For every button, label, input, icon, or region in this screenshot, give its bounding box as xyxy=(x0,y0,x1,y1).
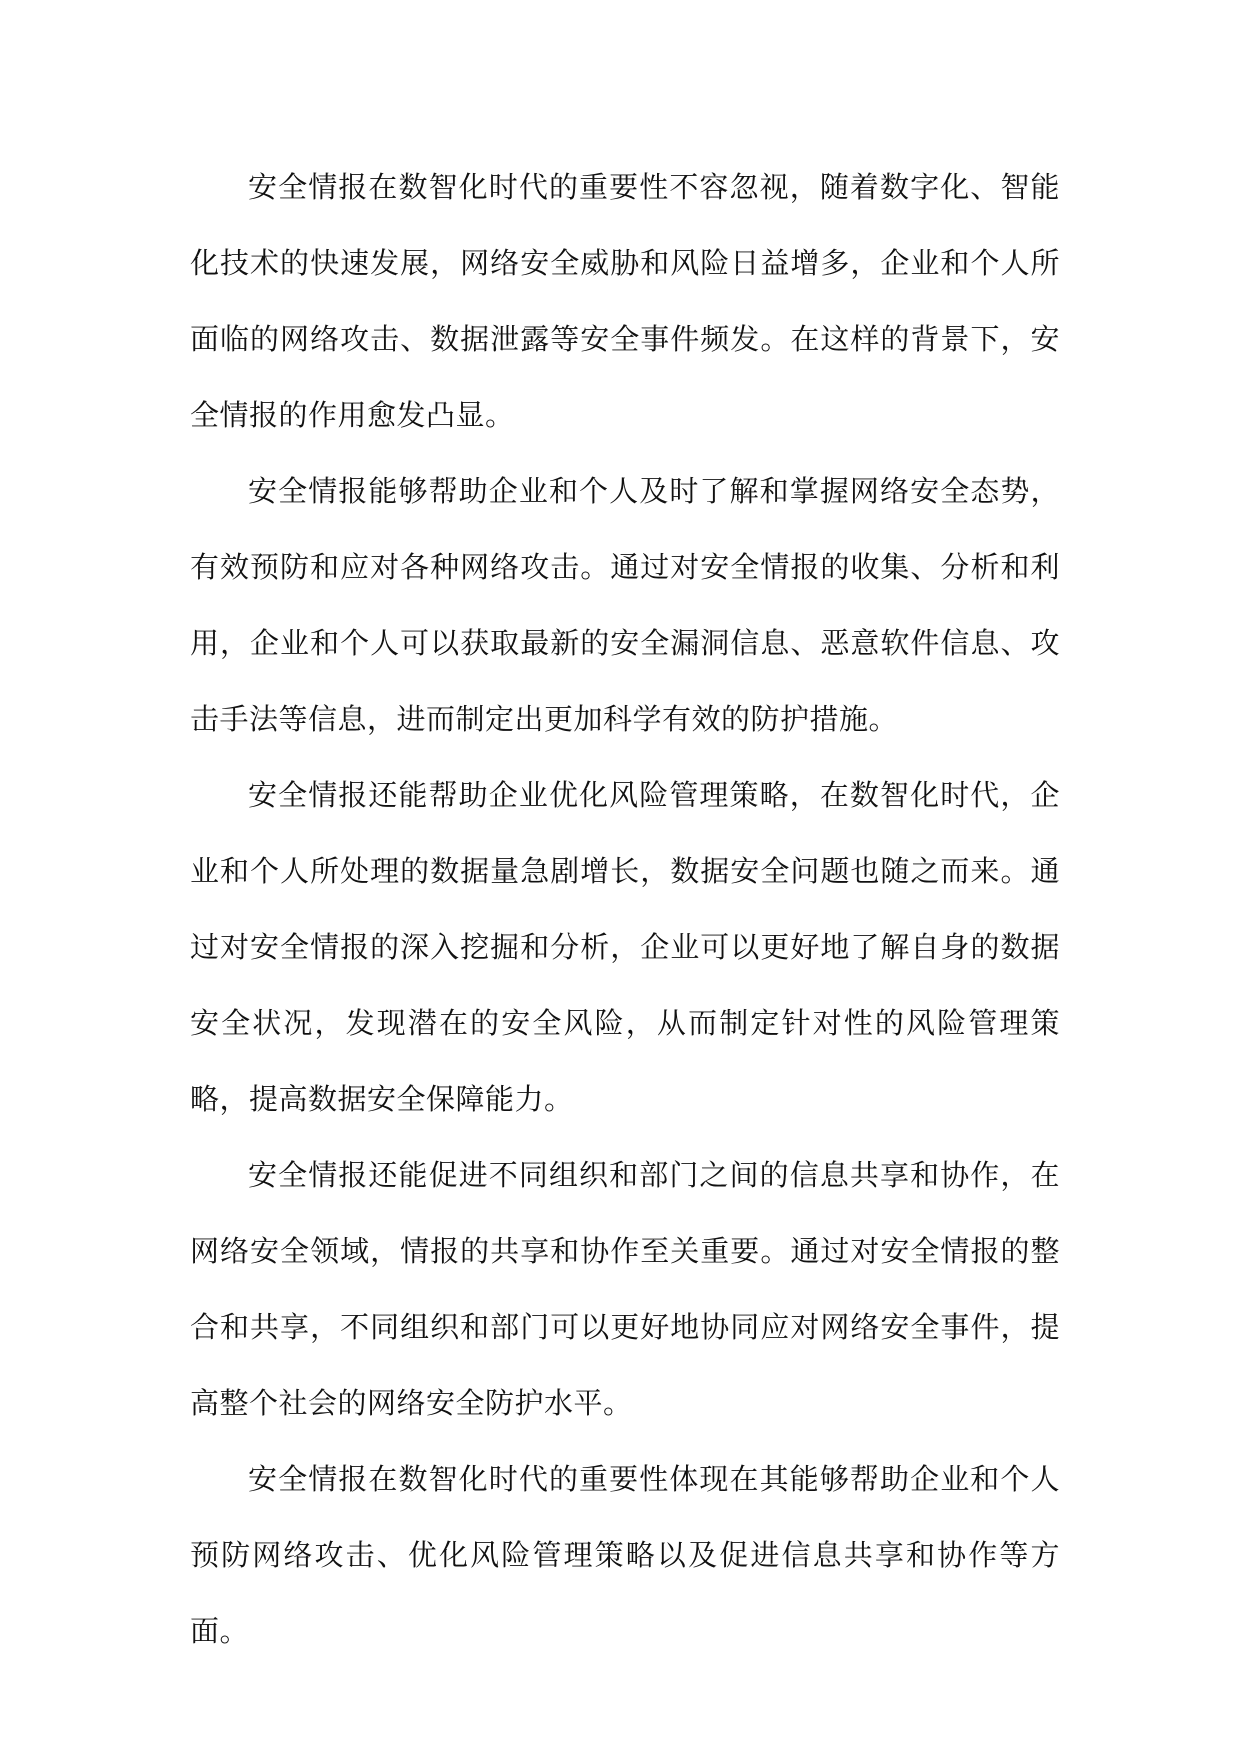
paragraph-1: 安全情报在数智化时代的重要性不容忽视，随着数字化、智能化技术的快速发展，网络安全威胁和风险日益增多，企业和个人所面临的网络攻击、数据泄露等安全事件频发。在这样的背景下，安全情报的作用愈发凸显。 xyxy=(190,170,1060,432)
paragraph-4: 安全情报还能促进不同组织和部门之间的信息共享和协作，在网络安全领域，情报的共享和协作至关重要。通过对安全情报的整合和共享，不同组织和部门可以更好地协同应对网络安全事件，提高整个社会的网络安全防护水平。 xyxy=(190,1158,1060,1420)
paragraph-2: 安全情报能够帮助企业和个人及时了解和掌握网络安全态势，有效预防和应对各种网络攻击。通过对安全情报的收集、分析和利用，企业和个人可以获取最新的安全漏洞信息、恶意软件信息、攻击手法等信息，进而制定出更加科学有效的防护措施。 xyxy=(190,474,1060,736)
paragraph-3: 安全情报还能帮助企业优化风险管理策略，在数智化时代，企业和个人所处理的数据量急剧增长，数据安全问题也随之而来。通过对安全情报的深入挖掘和分析，企业可以更好地了解自身的数据安全状况，发现潜在的安全风险，从而制定针对性的风险管理策略，提高数据安全保障能力。 xyxy=(190,778,1060,1116)
paragraph-5: 安全情报在数智化时代的重要性体现在其能够帮助企业和个人预防网络攻击、优化风险管理策略以及促进信息共享和协作等方面。 xyxy=(190,1462,1060,1648)
document-body xyxy=(190,149,1060,1669)
